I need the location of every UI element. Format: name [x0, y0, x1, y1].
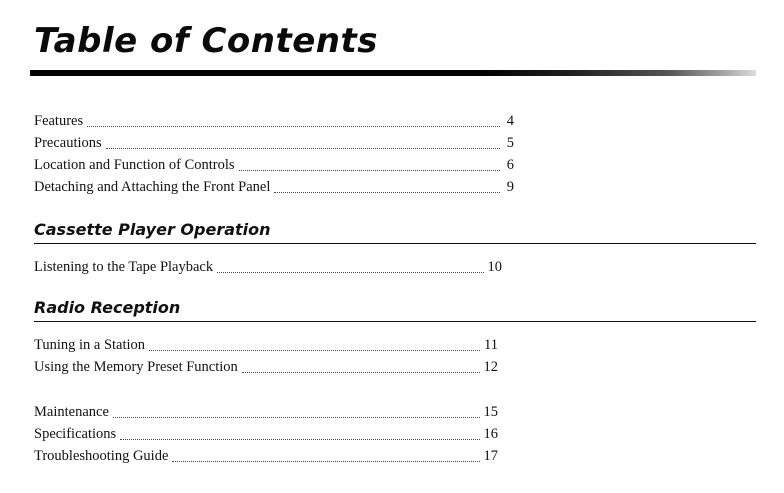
section-heading-radio: Radio Reception [34, 300, 756, 322]
toc-entry-label: Troubleshooting Guide [34, 448, 169, 464]
toc-entry-label: Features [34, 113, 84, 129]
toc-group-radio [34, 334, 498, 378]
toc-entry-page: 16 [483, 426, 498, 442]
toc-entry[interactable] [34, 334, 498, 356]
dot-leader [120, 439, 479, 440]
toc-entry-label: Maintenance [34, 404, 109, 420]
dot-leader [239, 170, 500, 171]
toc-entry-page: 6 [506, 157, 514, 173]
toc-entry-page: 11 [484, 337, 498, 353]
section-heading-cassette: Cassette Player Operation [34, 222, 756, 244]
dot-leader [242, 372, 480, 373]
toc-group-general [34, 110, 514, 198]
toc-entry-page: 15 [483, 404, 498, 420]
toc-entry[interactable] [34, 154, 514, 176]
toc-entry-page: 12 [483, 359, 498, 375]
toc-entry-page: 5 [506, 135, 514, 151]
toc-entry[interactable] [34, 176, 514, 198]
toc-entry[interactable] [34, 423, 498, 445]
dot-leader [217, 272, 483, 273]
toc-entry-page: 4 [506, 113, 514, 129]
title-underline-bar [30, 70, 756, 76]
toc-entry[interactable] [34, 132, 514, 154]
dot-leader [87, 126, 500, 127]
dot-leader [149, 350, 480, 351]
toc-entry-label: Using the Memory Preset Function [34, 359, 238, 375]
toc-entry[interactable] [34, 356, 498, 378]
toc-group-misc [34, 401, 498, 467]
toc-entry-label: Tuning in a Station [34, 337, 146, 353]
toc-entry-page: 9 [506, 179, 514, 195]
dot-leader [106, 148, 500, 149]
toc-entry-label: Specifications [34, 426, 117, 442]
toc-entry-page: 10 [487, 259, 502, 275]
toc-entry[interactable] [34, 256, 502, 278]
toc-entry-label: Precautions [34, 135, 102, 151]
dot-leader [172, 461, 479, 462]
toc-entry[interactable] [34, 401, 498, 423]
page-title: Table of Contents [34, 21, 379, 61]
dot-leader [113, 417, 480, 418]
toc-entry-label: Listening to the Tape Playback [34, 259, 214, 275]
toc-entry[interactable] [34, 110, 514, 132]
toc-group-cassette [34, 256, 502, 278]
toc-entry-label: Location and Function of Controls [34, 157, 235, 173]
toc-entry-label: Detaching and Attaching the Front Panel [34, 179, 271, 195]
dot-leader [274, 192, 500, 193]
toc-entry-page: 17 [483, 448, 498, 464]
toc-entry[interactable] [34, 445, 498, 467]
